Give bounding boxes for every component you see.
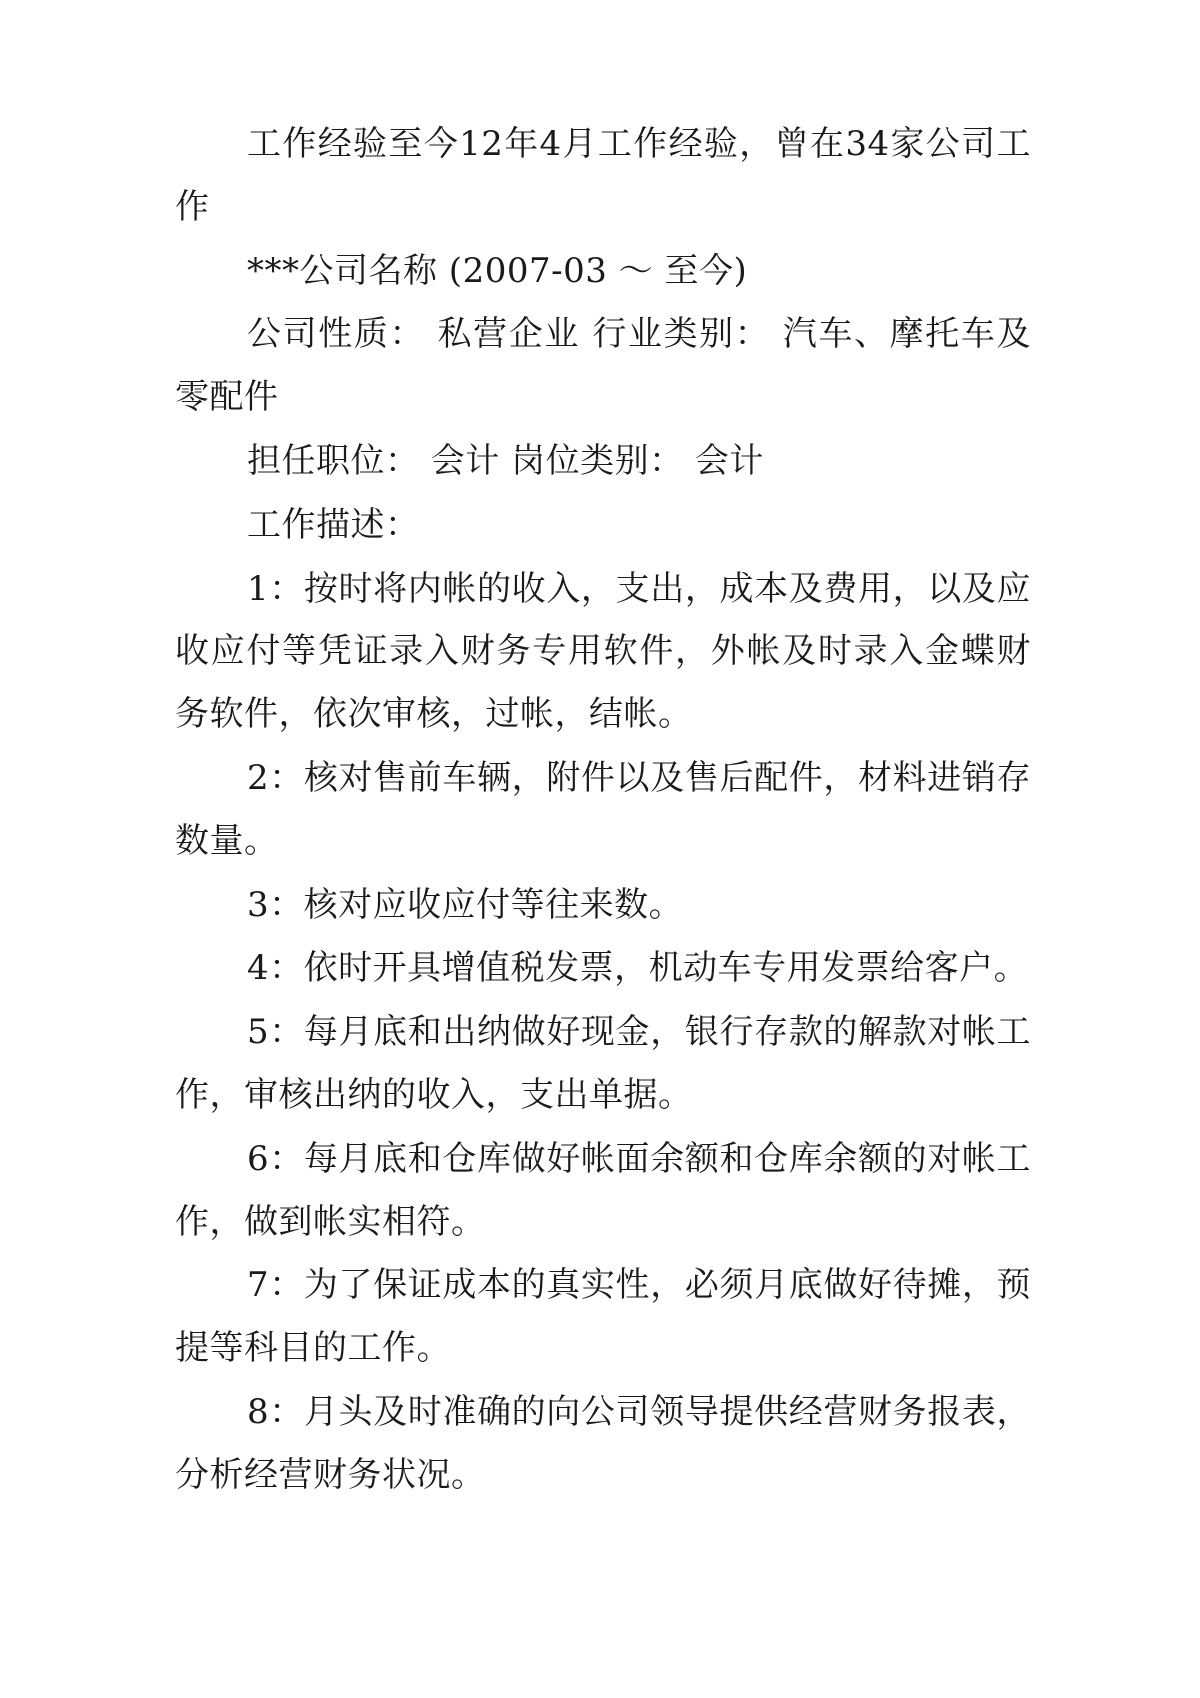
job-description-heading: 工作描述： xyxy=(247,504,420,545)
duty-item-3: 3：核对应收应付等往来数。 xyxy=(247,884,684,925)
duty-item-4: 4：依时开具增值税发票，机动车专用发票给客户。 xyxy=(247,948,1029,989)
duty-item-1: 1：按时将内帐的收入，支出，成本及费用，以及应收应付等凭证录入财务专用软件，外帐及时录入金蝶财务软件，依次审核，过帐，结帐。 xyxy=(175,568,1031,735)
work-experience-summary: 工作经验至今12年4月工作经验，曾在34家公司工作 xyxy=(175,124,1031,227)
duty-item-8: 8：月头及时准确的向公司领导提供经营财务报表，分析经营财务状况。 xyxy=(175,1391,1031,1495)
duty-item-2: 2：核对售前车辆，附件以及售后配件，材料进销存数量。 xyxy=(175,757,1031,861)
document-body xyxy=(175,113,1031,1508)
duty-item-7: 7：为了保证成本的真实性，必须月底做好待摊，预提等科目的工作。 xyxy=(175,1265,1031,1369)
duty-item-5: 5：每月底和出纳做好现金，银行存款的解款对帐工作，审核出纳的收入，支出单据。 xyxy=(175,1012,1031,1115)
duty-item-6: 6：每月底和仓库做好帐面余额和仓库余额的对帐工作，做到帐实相符。 xyxy=(175,1138,1031,1242)
position-category: 担任职位： 会计 岗位类别： 会计 xyxy=(247,440,764,481)
company-name-period: ***公司名称 (2007-03 ～ 至今) xyxy=(247,250,748,291)
company-nature-industry: 公司性质： 私营企业 行业类别： 汽车、摩托车及零配件 xyxy=(175,314,1031,418)
